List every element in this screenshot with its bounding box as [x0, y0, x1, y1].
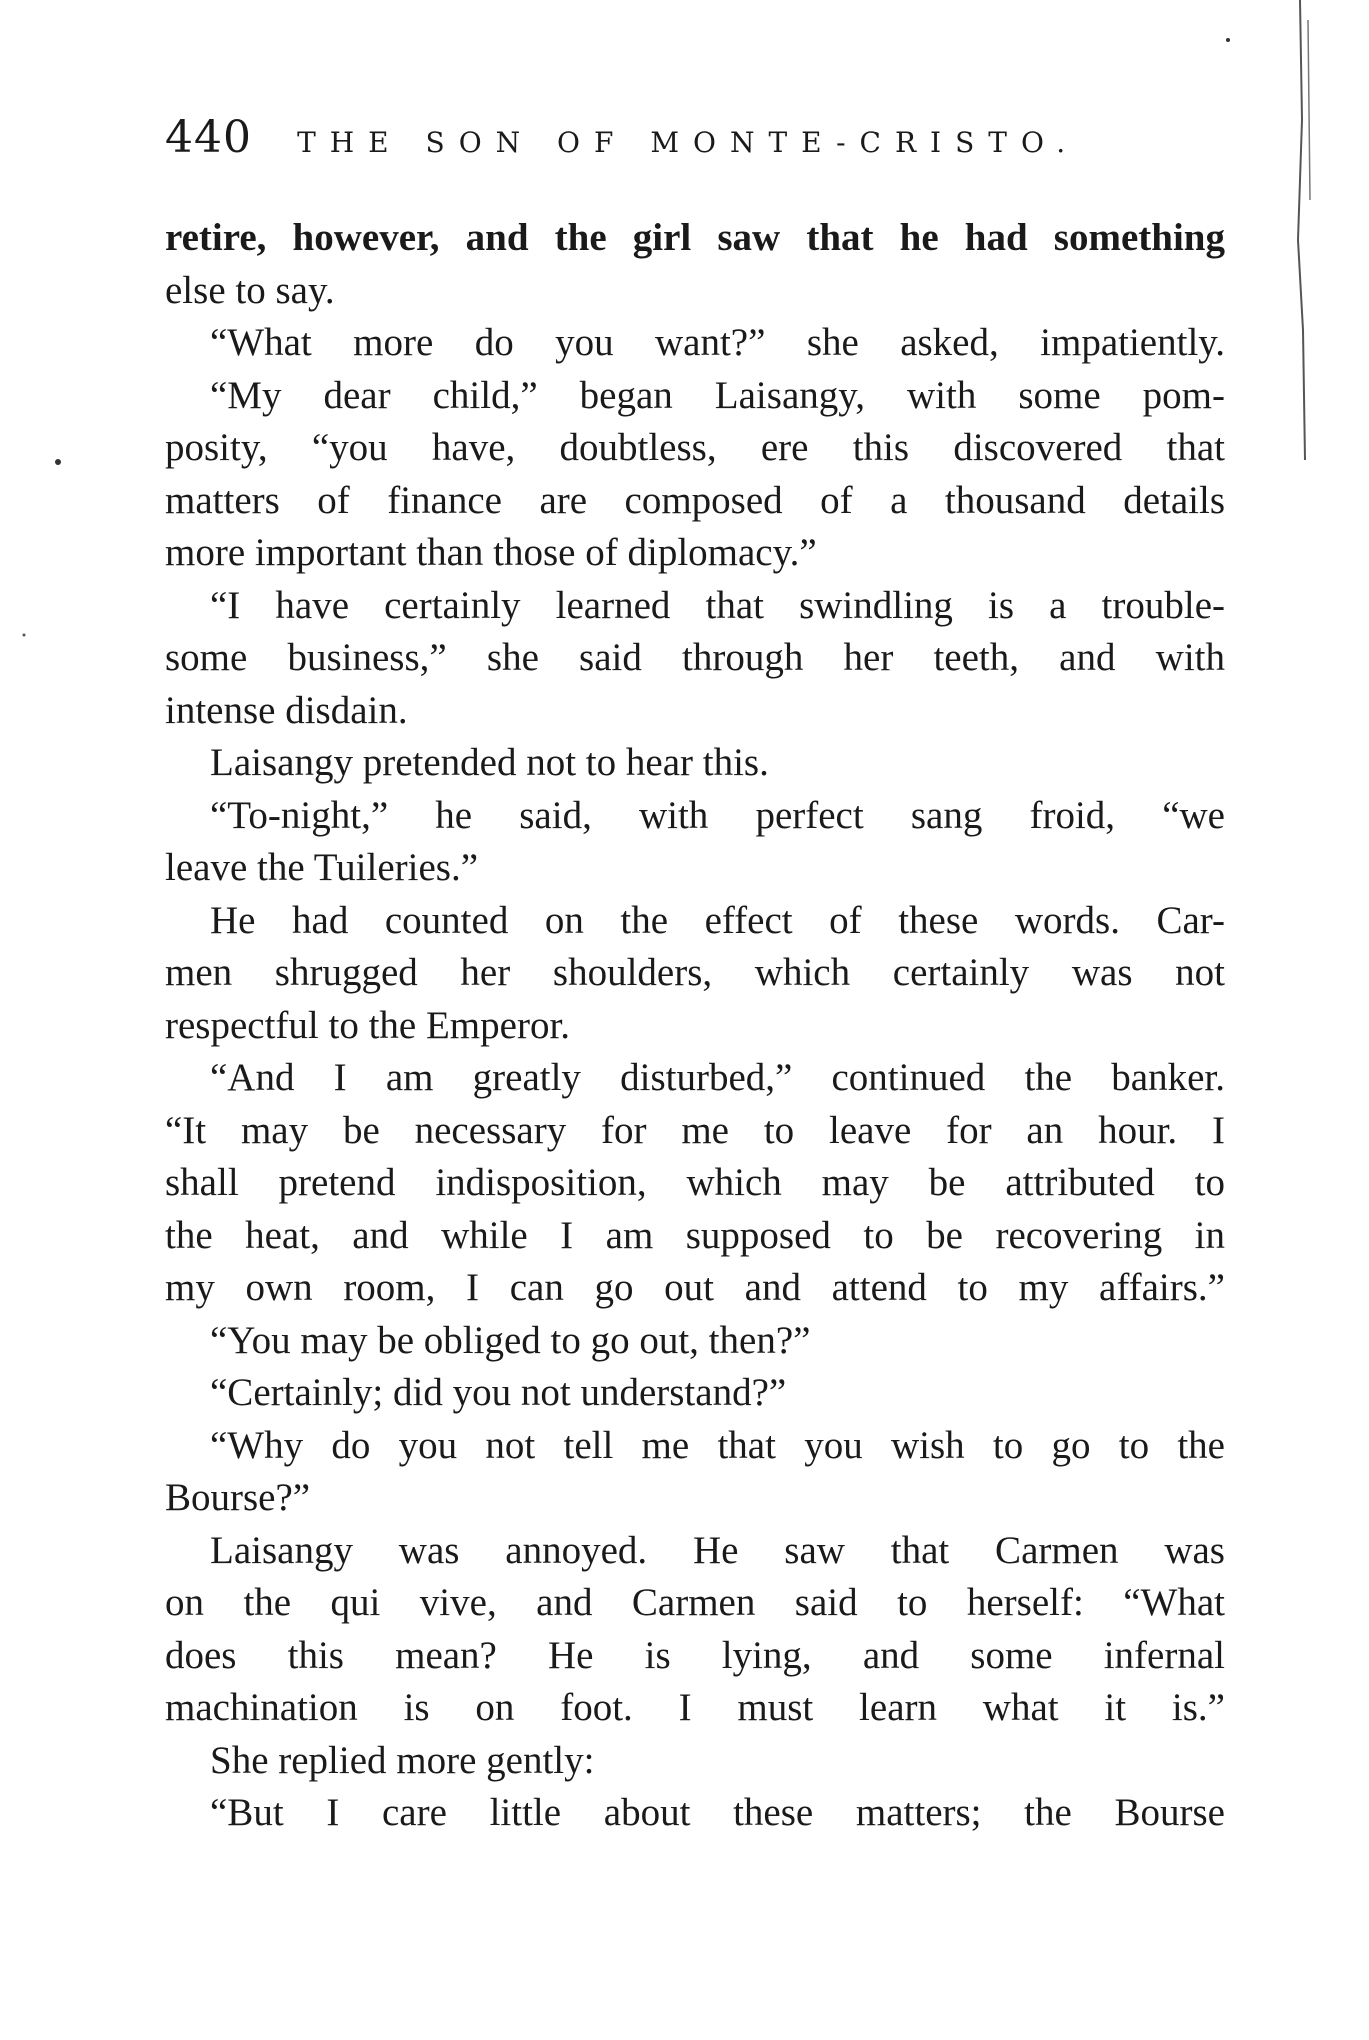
text-line: “My dear child,” began Laisangy, with some pom- — [210, 373, 1225, 417]
text-line: else to say. — [165, 268, 335, 312]
text-line: “You may be obliged to go out, then?” — [210, 1318, 811, 1362]
text-line: “To-night,” he said, with perfect sang froid, “we — [210, 793, 1225, 837]
text-line: retire, however, and the girl saw that he had something — [165, 216, 1225, 259]
text-line: Laisangy pretended not to hear this. — [210, 741, 769, 784]
text-line: Bourse?” — [165, 1476, 311, 1519]
text-line: some business,” she said through her teeth, and with — [165, 636, 1225, 679]
text-line: matters of finance are composed of a thousand details — [165, 478, 1225, 522]
text-line: “Certainly; did you not understand?” — [210, 1371, 787, 1414]
text-line: more important than those of diplomacy.” — [165, 531, 817, 574]
text-line: “But I care little about these matters; the Bourse — [210, 1791, 1225, 1834]
page-header — [165, 112, 1079, 163]
text-line: machination is on foot. I must learn what it is.” — [165, 1686, 1225, 1729]
text-line: on the qui vive, and Carmen said to herself: “What — [165, 1581, 1225, 1624]
text-line: “And I am greatly disturbed,” continued the banker. — [210, 1056, 1225, 1099]
text-line: Laisangy was annoyed. He saw that Carmen was — [210, 1528, 1225, 1572]
body-text — [165, 212, 1225, 1840]
text-line: “I have certainly learned that swindling is a trouble- — [210, 583, 1225, 627]
text-line: “What more do you want?” she asked, impatiently. — [210, 321, 1225, 364]
text-line: posity, “you have, doubtless, ere this discovered that — [165, 426, 1225, 469]
text-line: “Why do you not tell me that you wish to go to the — [210, 1423, 1225, 1467]
text-line: my own room, I can go out and attend to my affairs.” — [165, 1266, 1225, 1309]
text-line: intense disdain. — [165, 688, 408, 732]
text-line: the heat, and while I am supposed to be recovering in — [165, 1213, 1225, 1257]
text-line: does this mean? He is lying, and some infernal — [165, 1633, 1225, 1677]
text-line: men shrugged her shoulders, which certainly was not — [165, 951, 1225, 994]
running-title: THE SON OF MONTE-CRISTO. — [297, 126, 1080, 159]
text-line: She replied more gently: — [210, 1738, 595, 1782]
text-line: He had counted on the effect of these words. Car- — [210, 898, 1225, 942]
text-line: leave the Tuileries.” — [165, 846, 479, 889]
page-number: 440 — [165, 112, 252, 163]
text-line: shall pretend indisposition, which may be attributed to — [165, 1161, 1225, 1204]
text-line: “It may be necessary for me to leave for an hour. I — [165, 1108, 1225, 1152]
text-line: respectful to the Emperor. — [165, 1003, 571, 1047]
